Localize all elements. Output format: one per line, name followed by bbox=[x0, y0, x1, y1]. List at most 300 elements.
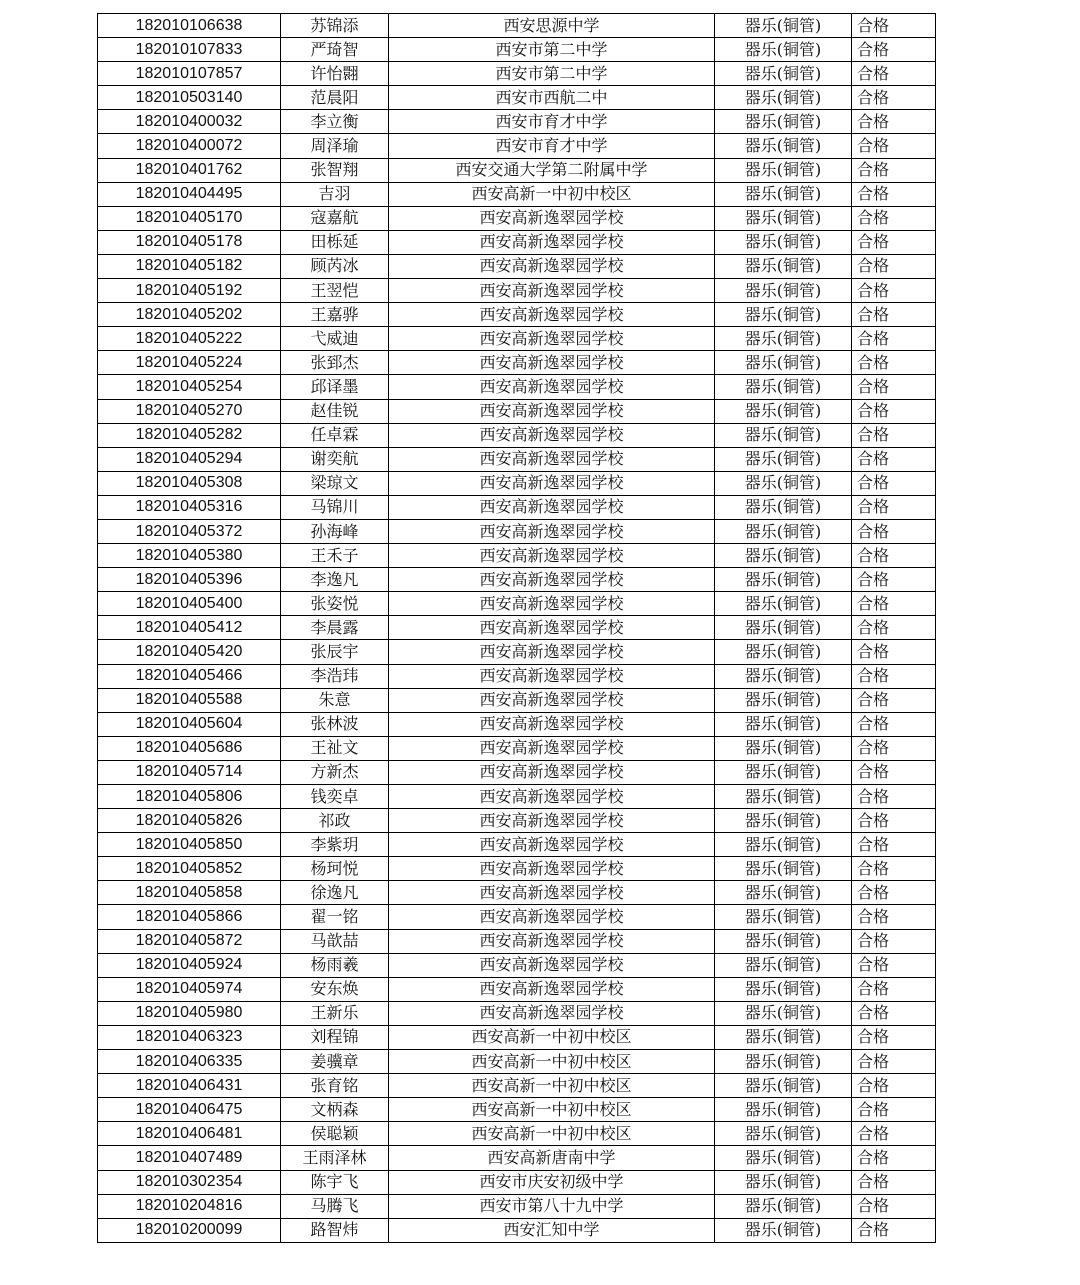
cell-result: 合格 bbox=[852, 86, 936, 110]
table-row bbox=[98, 833, 936, 857]
table-row bbox=[98, 736, 936, 760]
cell-result: 合格 bbox=[852, 327, 936, 351]
table-row bbox=[98, 568, 936, 592]
cell-student-name: 张辰宇 bbox=[281, 640, 389, 664]
table-row bbox=[98, 375, 936, 399]
cell-school: 西安高新逸翠园学校 bbox=[389, 953, 715, 977]
cell-exam-id: 182010405974 bbox=[98, 977, 281, 1001]
cell-exam-id: 182010405270 bbox=[98, 399, 281, 423]
cell-subject: 器乐(铜管) bbox=[715, 568, 852, 592]
cell-exam-id: 182010405316 bbox=[98, 495, 281, 519]
cell-subject: 器乐(铜管) bbox=[715, 351, 852, 375]
cell-school: 西安高新逸翠园学校 bbox=[389, 760, 715, 784]
cell-result: 合格 bbox=[852, 712, 936, 736]
cell-student-name: 王新乐 bbox=[281, 1001, 389, 1025]
cell-student-name: 周泽瑜 bbox=[281, 134, 389, 158]
cell-student-name: 李紫玥 bbox=[281, 833, 389, 857]
cell-student-name: 赵佳锐 bbox=[281, 399, 389, 423]
cell-school: 西安高新逸翠园学校 bbox=[389, 712, 715, 736]
cell-school: 西安高新逸翠园学校 bbox=[389, 471, 715, 495]
cell-exam-id: 182010405308 bbox=[98, 471, 281, 495]
cell-school: 西安高新逸翠园学校 bbox=[389, 833, 715, 857]
cell-student-name: 杨雨羲 bbox=[281, 953, 389, 977]
cell-school: 西安高新逸翠园学校 bbox=[389, 230, 715, 254]
cell-result: 合格 bbox=[852, 544, 936, 568]
cell-subject: 器乐(铜管) bbox=[715, 158, 852, 182]
cell-exam-id: 182010405254 bbox=[98, 375, 281, 399]
cell-exam-id: 182010405222 bbox=[98, 327, 281, 351]
cell-result: 合格 bbox=[852, 809, 936, 833]
cell-result: 合格 bbox=[852, 158, 936, 182]
table-row bbox=[98, 519, 936, 543]
cell-result: 合格 bbox=[852, 110, 936, 134]
cell-exam-id: 182010405396 bbox=[98, 568, 281, 592]
cell-result: 合格 bbox=[852, 977, 936, 1001]
cell-student-name: 邱译墨 bbox=[281, 375, 389, 399]
cell-result: 合格 bbox=[852, 905, 936, 929]
cell-school: 西安高新逸翠园学校 bbox=[389, 1001, 715, 1025]
cell-subject: 器乐(铜管) bbox=[715, 1218, 852, 1242]
cell-student-name: 寇嘉航 bbox=[281, 206, 389, 230]
cell-exam-id: 182010405466 bbox=[98, 664, 281, 688]
cell-result: 合格 bbox=[852, 592, 936, 616]
cell-school: 西安高新一中初中校区 bbox=[389, 182, 715, 206]
cell-result: 合格 bbox=[852, 1074, 936, 1098]
cell-result: 合格 bbox=[852, 206, 936, 230]
table-row bbox=[98, 688, 936, 712]
cell-subject: 器乐(铜管) bbox=[715, 1194, 852, 1218]
table-row bbox=[98, 881, 936, 905]
cell-exam-id: 182010405182 bbox=[98, 254, 281, 278]
cell-student-name: 梁琼文 bbox=[281, 471, 389, 495]
cell-school: 西安高新逸翠园学校 bbox=[389, 592, 715, 616]
cell-subject: 器乐(铜管) bbox=[715, 399, 852, 423]
cell-school: 西安高新逸翠园学校 bbox=[389, 519, 715, 543]
cell-exam-id: 182010106638 bbox=[98, 14, 281, 38]
cell-student-name: 张林波 bbox=[281, 712, 389, 736]
cell-subject: 器乐(铜管) bbox=[715, 1025, 852, 1049]
cell-student-name: 王禾子 bbox=[281, 544, 389, 568]
table-row bbox=[98, 182, 936, 206]
cell-exam-id: 182010401762 bbox=[98, 158, 281, 182]
table-row bbox=[98, 712, 936, 736]
cell-student-name: 王翌恺 bbox=[281, 279, 389, 303]
cell-school: 西安市育才中学 bbox=[389, 110, 715, 134]
cell-subject: 器乐(铜管) bbox=[715, 110, 852, 134]
cell-exam-id: 182010405294 bbox=[98, 447, 281, 471]
cell-student-name: 田栎延 bbox=[281, 230, 389, 254]
cell-school: 西安高新逸翠园学校 bbox=[389, 254, 715, 278]
cell-school: 西安高新唐南中学 bbox=[389, 1146, 715, 1170]
cell-student-name: 侯聪颖 bbox=[281, 1122, 389, 1146]
cell-student-name: 翟一铭 bbox=[281, 905, 389, 929]
cell-student-name: 任卓霖 bbox=[281, 423, 389, 447]
cell-subject: 器乐(铜管) bbox=[715, 495, 852, 519]
cell-school: 西安高新逸翠园学校 bbox=[389, 905, 715, 929]
cell-exam-id: 182010405806 bbox=[98, 785, 281, 809]
cell-student-name: 马腾飞 bbox=[281, 1194, 389, 1218]
table-row bbox=[98, 423, 936, 447]
results-table bbox=[97, 13, 936, 1243]
cell-result: 合格 bbox=[852, 134, 936, 158]
cell-student-name: 张郅杰 bbox=[281, 351, 389, 375]
cell-subject: 器乐(铜管) bbox=[715, 303, 852, 327]
cell-exam-id: 182010204816 bbox=[98, 1194, 281, 1218]
cell-subject: 器乐(铜管) bbox=[715, 206, 852, 230]
table-row bbox=[98, 254, 936, 278]
table-row bbox=[98, 1074, 936, 1098]
cell-exam-id: 182010405192 bbox=[98, 279, 281, 303]
cell-subject: 器乐(铜管) bbox=[715, 134, 852, 158]
table-row bbox=[98, 495, 936, 519]
table-row bbox=[98, 158, 936, 182]
table-row bbox=[98, 857, 936, 881]
cell-school: 西安高新逸翠园学校 bbox=[389, 640, 715, 664]
table-row bbox=[98, 1025, 936, 1049]
cell-student-name: 张智翔 bbox=[281, 158, 389, 182]
cell-exam-id: 182010200099 bbox=[98, 1218, 281, 1242]
cell-subject: 器乐(铜管) bbox=[715, 736, 852, 760]
table-row bbox=[98, 447, 936, 471]
cell-school: 西安高新逸翠园学校 bbox=[389, 303, 715, 327]
cell-school: 西安高新逸翠园学校 bbox=[389, 375, 715, 399]
cell-result: 合格 bbox=[852, 664, 936, 688]
cell-result: 合格 bbox=[852, 351, 936, 375]
cell-exam-id: 182010405588 bbox=[98, 688, 281, 712]
cell-student-name: 马锦川 bbox=[281, 495, 389, 519]
cell-exam-id: 182010405412 bbox=[98, 616, 281, 640]
cell-result: 合格 bbox=[852, 182, 936, 206]
cell-exam-id: 182010405980 bbox=[98, 1001, 281, 1025]
cell-exam-id: 182010406323 bbox=[98, 1025, 281, 1049]
cell-school: 西安高新一中初中校区 bbox=[389, 1050, 715, 1074]
cell-student-name: 李立衡 bbox=[281, 110, 389, 134]
cell-result: 合格 bbox=[852, 929, 936, 953]
cell-subject: 器乐(铜管) bbox=[715, 785, 852, 809]
cell-result: 合格 bbox=[852, 1194, 936, 1218]
cell-student-name: 吉羽 bbox=[281, 182, 389, 206]
table-row bbox=[98, 760, 936, 784]
cell-school: 西安高新逸翠园学校 bbox=[389, 327, 715, 351]
cell-result: 合格 bbox=[852, 1218, 936, 1242]
cell-exam-id: 182010405282 bbox=[98, 423, 281, 447]
cell-exam-id: 182010405420 bbox=[98, 640, 281, 664]
cell-student-name: 李晨露 bbox=[281, 616, 389, 640]
cell-result: 合格 bbox=[852, 833, 936, 857]
cell-exam-id: 182010400032 bbox=[98, 110, 281, 134]
cell-subject: 器乐(铜管) bbox=[715, 640, 852, 664]
cell-school: 西安高新逸翠园学校 bbox=[389, 688, 715, 712]
cell-result: 合格 bbox=[852, 1025, 936, 1049]
cell-school: 西安市第二中学 bbox=[389, 38, 715, 62]
cell-student-name: 张育铭 bbox=[281, 1074, 389, 1098]
cell-subject: 器乐(铜管) bbox=[715, 279, 852, 303]
cell-subject: 器乐(铜管) bbox=[715, 977, 852, 1001]
table-row bbox=[98, 62, 936, 86]
cell-subject: 器乐(铜管) bbox=[715, 327, 852, 351]
cell-school: 西安高新逸翠园学校 bbox=[389, 785, 715, 809]
cell-student-name: 张姿悦 bbox=[281, 592, 389, 616]
cell-student-name: 安东焕 bbox=[281, 977, 389, 1001]
cell-subject: 器乐(铜管) bbox=[715, 1122, 852, 1146]
table-row bbox=[98, 1170, 936, 1194]
cell-result: 合格 bbox=[852, 640, 936, 664]
cell-exam-id: 182010405372 bbox=[98, 519, 281, 543]
cell-student-name: 李浩玮 bbox=[281, 664, 389, 688]
cell-student-name: 严琦智 bbox=[281, 38, 389, 62]
table-row bbox=[98, 905, 936, 929]
table-row bbox=[98, 327, 936, 351]
table-row bbox=[98, 1194, 936, 1218]
cell-school: 西安高新逸翠园学校 bbox=[389, 279, 715, 303]
cell-school: 西安高新逸翠园学校 bbox=[389, 351, 715, 375]
cell-result: 合格 bbox=[852, 1146, 936, 1170]
cell-subject: 器乐(铜管) bbox=[715, 881, 852, 905]
cell-subject: 器乐(铜管) bbox=[715, 905, 852, 929]
cell-exam-id: 182010406475 bbox=[98, 1098, 281, 1122]
cell-subject: 器乐(铜管) bbox=[715, 38, 852, 62]
cell-exam-id: 182010407489 bbox=[98, 1146, 281, 1170]
cell-school: 西安市西航二中 bbox=[389, 86, 715, 110]
cell-subject: 器乐(铜管) bbox=[715, 519, 852, 543]
cell-result: 合格 bbox=[852, 736, 936, 760]
cell-subject: 器乐(铜管) bbox=[715, 857, 852, 881]
cell-student-name: 方新杰 bbox=[281, 760, 389, 784]
cell-school: 西安市第八十九中学 bbox=[389, 1194, 715, 1218]
cell-subject: 器乐(铜管) bbox=[715, 14, 852, 38]
cell-student-name: 谢奕航 bbox=[281, 447, 389, 471]
table-row bbox=[98, 544, 936, 568]
table-row bbox=[98, 303, 936, 327]
table-row bbox=[98, 399, 936, 423]
cell-result: 合格 bbox=[852, 375, 936, 399]
cell-result: 合格 bbox=[852, 1122, 936, 1146]
cell-exam-id: 182010406481 bbox=[98, 1122, 281, 1146]
cell-student-name: 祁政 bbox=[281, 809, 389, 833]
cell-exam-id: 182010405202 bbox=[98, 303, 281, 327]
results-body bbox=[98, 14, 936, 1243]
cell-result: 合格 bbox=[852, 688, 936, 712]
table-row bbox=[98, 1218, 936, 1242]
cell-subject: 器乐(铜管) bbox=[715, 1074, 852, 1098]
cell-exam-id: 182010405224 bbox=[98, 351, 281, 375]
cell-result: 合格 bbox=[852, 399, 936, 423]
table-row bbox=[98, 134, 936, 158]
cell-result: 合格 bbox=[852, 279, 936, 303]
cell-school: 西安高新逸翠园学校 bbox=[389, 881, 715, 905]
cell-subject: 器乐(铜管) bbox=[715, 1170, 852, 1194]
cell-result: 合格 bbox=[852, 857, 936, 881]
cell-exam-id: 182010406335 bbox=[98, 1050, 281, 1074]
table-row bbox=[98, 929, 936, 953]
cell-school: 西安市庆安初级中学 bbox=[389, 1170, 715, 1194]
cell-subject: 器乐(铜管) bbox=[715, 447, 852, 471]
cell-student-name: 文柄森 bbox=[281, 1098, 389, 1122]
cell-school: 西安高新一中初中校区 bbox=[389, 1025, 715, 1049]
cell-result: 合格 bbox=[852, 495, 936, 519]
cell-school: 西安高新逸翠园学校 bbox=[389, 544, 715, 568]
cell-school: 西安高新一中初中校区 bbox=[389, 1074, 715, 1098]
cell-school: 西安高新逸翠园学校 bbox=[389, 664, 715, 688]
table-row bbox=[98, 86, 936, 110]
cell-school: 西安汇知中学 bbox=[389, 1218, 715, 1242]
cell-subject: 器乐(铜管) bbox=[715, 471, 852, 495]
cell-subject: 器乐(铜管) bbox=[715, 375, 852, 399]
cell-exam-id: 182010400072 bbox=[98, 134, 281, 158]
cell-result: 合格 bbox=[852, 1098, 936, 1122]
cell-result: 合格 bbox=[852, 760, 936, 784]
cell-school: 西安高新逸翠园学校 bbox=[389, 977, 715, 1001]
cell-school: 西安市第二中学 bbox=[389, 62, 715, 86]
table-row bbox=[98, 14, 936, 38]
cell-exam-id: 182010405850 bbox=[98, 833, 281, 857]
cell-student-name: 姜骥章 bbox=[281, 1050, 389, 1074]
cell-school: 西安高新逸翠园学校 bbox=[389, 857, 715, 881]
cell-student-name: 王雨泽林 bbox=[281, 1146, 389, 1170]
cell-result: 合格 bbox=[852, 254, 936, 278]
table-row bbox=[98, 206, 936, 230]
cell-subject: 器乐(铜管) bbox=[715, 544, 852, 568]
cell-result: 合格 bbox=[852, 62, 936, 86]
cell-student-name: 顾芮冰 bbox=[281, 254, 389, 278]
cell-result: 合格 bbox=[852, 1001, 936, 1025]
table-row bbox=[98, 953, 936, 977]
cell-student-name: 王祉文 bbox=[281, 736, 389, 760]
table-row bbox=[98, 351, 936, 375]
cell-subject: 器乐(铜管) bbox=[715, 62, 852, 86]
cell-exam-id: 182010405400 bbox=[98, 592, 281, 616]
cell-exam-id: 182010405178 bbox=[98, 230, 281, 254]
cell-school: 西安高新一中初中校区 bbox=[389, 1098, 715, 1122]
cell-student-name: 杨珂悦 bbox=[281, 857, 389, 881]
cell-school: 西安高新逸翠园学校 bbox=[389, 736, 715, 760]
cell-subject: 器乐(铜管) bbox=[715, 833, 852, 857]
cell-school: 西安高新逸翠园学校 bbox=[389, 616, 715, 640]
cell-exam-id: 182010405604 bbox=[98, 712, 281, 736]
cell-subject: 器乐(铜管) bbox=[715, 664, 852, 688]
cell-school: 西安高新逸翠园学校 bbox=[389, 447, 715, 471]
cell-exam-id: 182010405170 bbox=[98, 206, 281, 230]
cell-student-name: 路智炜 bbox=[281, 1218, 389, 1242]
cell-subject: 器乐(铜管) bbox=[715, 616, 852, 640]
cell-subject: 器乐(铜管) bbox=[715, 254, 852, 278]
table-row bbox=[98, 1146, 936, 1170]
table-row bbox=[98, 977, 936, 1001]
cell-student-name: 王嘉骅 bbox=[281, 303, 389, 327]
table-row bbox=[98, 230, 936, 254]
cell-exam-id: 182010405826 bbox=[98, 809, 281, 833]
table-row bbox=[98, 38, 936, 62]
cell-exam-id: 182010405924 bbox=[98, 953, 281, 977]
cell-student-name: 弋威迪 bbox=[281, 327, 389, 351]
cell-result: 合格 bbox=[852, 38, 936, 62]
cell-exam-id: 182010405858 bbox=[98, 881, 281, 905]
cell-exam-id: 182010405714 bbox=[98, 760, 281, 784]
cell-school: 西安高新逸翠园学校 bbox=[389, 423, 715, 447]
cell-subject: 器乐(铜管) bbox=[715, 423, 852, 447]
cell-school: 西安思源中学 bbox=[389, 14, 715, 38]
cell-school: 西安高新一中初中校区 bbox=[389, 1122, 715, 1146]
table-row bbox=[98, 110, 936, 134]
cell-student-name: 刘程锦 bbox=[281, 1025, 389, 1049]
cell-result: 合格 bbox=[852, 1170, 936, 1194]
cell-result: 合格 bbox=[852, 303, 936, 327]
cell-student-name: 李逸凡 bbox=[281, 568, 389, 592]
cell-exam-id: 182010302354 bbox=[98, 1170, 281, 1194]
cell-result: 合格 bbox=[852, 953, 936, 977]
cell-result: 合格 bbox=[852, 14, 936, 38]
table-row bbox=[98, 279, 936, 303]
cell-exam-id: 182010404495 bbox=[98, 182, 281, 206]
table-row bbox=[98, 1098, 936, 1122]
table-row bbox=[98, 664, 936, 688]
cell-result: 合格 bbox=[852, 471, 936, 495]
cell-subject: 器乐(铜管) bbox=[715, 230, 852, 254]
cell-result: 合格 bbox=[852, 616, 936, 640]
table-row bbox=[98, 592, 936, 616]
cell-result: 合格 bbox=[852, 230, 936, 254]
cell-student-name: 钱奕卓 bbox=[281, 785, 389, 809]
table-row bbox=[98, 471, 936, 495]
cell-student-name: 孙海峰 bbox=[281, 519, 389, 543]
cell-exam-id: 182010503140 bbox=[98, 86, 281, 110]
table-row bbox=[98, 1050, 936, 1074]
cell-subject: 器乐(铜管) bbox=[715, 1050, 852, 1074]
cell-result: 合格 bbox=[852, 568, 936, 592]
cell-exam-id: 182010107857 bbox=[98, 62, 281, 86]
cell-exam-id: 182010406431 bbox=[98, 1074, 281, 1098]
cell-student-name: 范晨阳 bbox=[281, 86, 389, 110]
cell-exam-id: 182010405872 bbox=[98, 929, 281, 953]
cell-school: 西安高新逸翠园学校 bbox=[389, 399, 715, 423]
table-row bbox=[98, 809, 936, 833]
table-row bbox=[98, 1001, 936, 1025]
cell-subject: 器乐(铜管) bbox=[715, 688, 852, 712]
cell-subject: 器乐(铜管) bbox=[715, 1098, 852, 1122]
cell-school: 西安高新逸翠园学校 bbox=[389, 206, 715, 230]
cell-subject: 器乐(铜管) bbox=[715, 182, 852, 206]
cell-subject: 器乐(铜管) bbox=[715, 592, 852, 616]
cell-school: 西安交通大学第二附属中学 bbox=[389, 158, 715, 182]
cell-school: 西安高新逸翠园学校 bbox=[389, 568, 715, 592]
cell-student-name: 许怡翾 bbox=[281, 62, 389, 86]
cell-exam-id: 182010405866 bbox=[98, 905, 281, 929]
table-row bbox=[98, 1122, 936, 1146]
cell-student-name: 徐逸凡 bbox=[281, 881, 389, 905]
cell-subject: 器乐(铜管) bbox=[715, 760, 852, 784]
cell-result: 合格 bbox=[852, 881, 936, 905]
cell-student-name: 马歆喆 bbox=[281, 929, 389, 953]
cell-subject: 器乐(铜管) bbox=[715, 953, 852, 977]
cell-exam-id: 182010107833 bbox=[98, 38, 281, 62]
cell-result: 合格 bbox=[852, 519, 936, 543]
cell-school: 西安高新逸翠园学校 bbox=[389, 495, 715, 519]
cell-result: 合格 bbox=[852, 447, 936, 471]
cell-student-name: 陈宇飞 bbox=[281, 1170, 389, 1194]
cell-school: 西安高新逸翠园学校 bbox=[389, 809, 715, 833]
cell-subject: 器乐(铜管) bbox=[715, 86, 852, 110]
table-row bbox=[98, 616, 936, 640]
cell-subject: 器乐(铜管) bbox=[715, 712, 852, 736]
cell-subject: 器乐(铜管) bbox=[715, 1146, 852, 1170]
cell-result: 合格 bbox=[852, 1050, 936, 1074]
table-row bbox=[98, 640, 936, 664]
cell-subject: 器乐(铜管) bbox=[715, 929, 852, 953]
cell-student-name: 朱意 bbox=[281, 688, 389, 712]
cell-result: 合格 bbox=[852, 785, 936, 809]
cell-subject: 器乐(铜管) bbox=[715, 809, 852, 833]
cell-school: 西安高新逸翠园学校 bbox=[389, 929, 715, 953]
